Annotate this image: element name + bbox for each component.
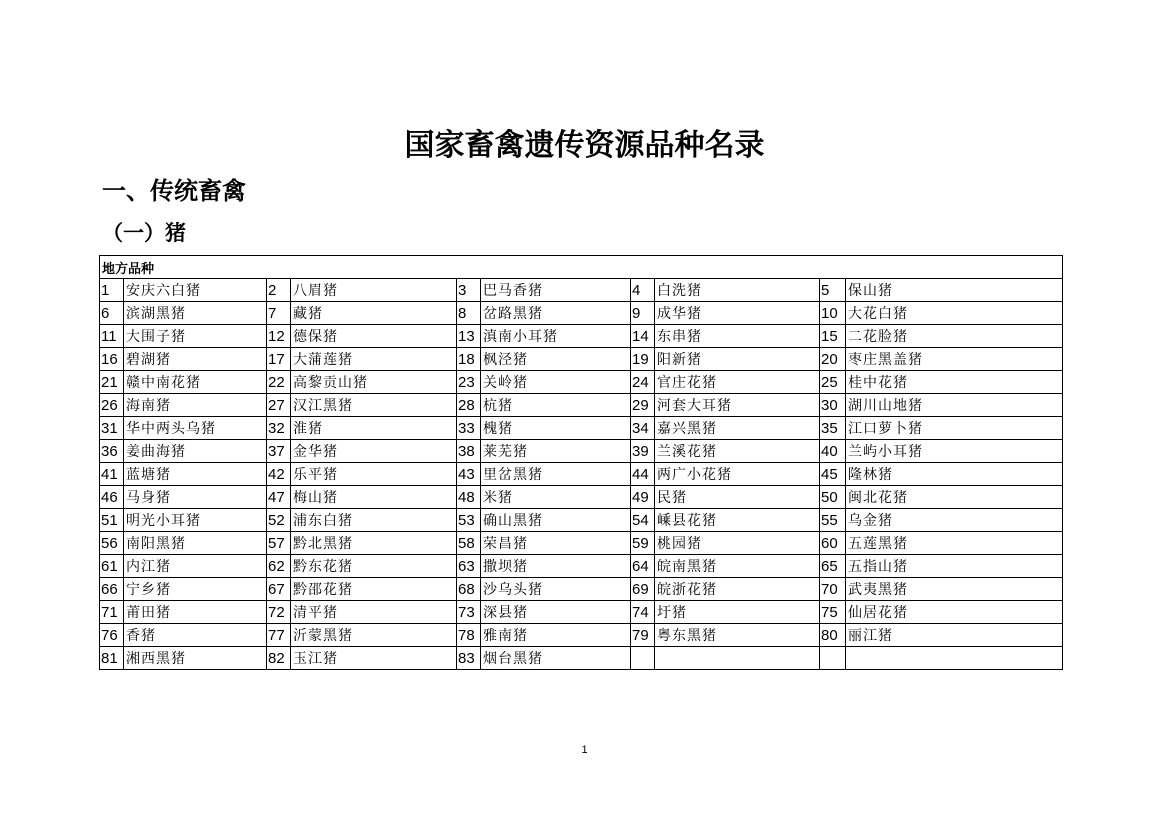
- table-row: [100, 325, 1063, 348]
- breed-number-cell: 52: [267, 509, 291, 532]
- table-row: [100, 578, 1063, 601]
- breed-name-cell: 黔东花猪: [291, 555, 457, 578]
- breed-number-cell: 14: [631, 325, 655, 348]
- breed-number-cell: 77: [267, 624, 291, 647]
- breed-name-cell: 兰溪花猪: [655, 440, 820, 463]
- breed-name-cell: 安庆六白猪: [124, 279, 267, 302]
- breed-name-cell: 丽江猪: [846, 624, 1063, 647]
- breed-number-cell: 76: [100, 624, 124, 647]
- breed-number-cell: 38: [457, 440, 481, 463]
- breed-name-cell: 闽北花猪: [846, 486, 1063, 509]
- breed-number-cell: 78: [457, 624, 481, 647]
- breed-name-cell: 马身猪: [124, 486, 267, 509]
- breed-number-cell: 33: [457, 417, 481, 440]
- table-header-row: [100, 256, 1063, 279]
- table-row: [100, 371, 1063, 394]
- breed-name-cell: 荣昌猪: [481, 532, 631, 555]
- breed-name-cell: 关岭猪: [481, 371, 631, 394]
- breed-number-cell: 32: [267, 417, 291, 440]
- breed-number-cell: [820, 647, 846, 670]
- table-row: [100, 279, 1063, 302]
- breed-number-cell: 16: [100, 348, 124, 371]
- breed-number-cell: 22: [267, 371, 291, 394]
- breed-number-cell: 57: [267, 532, 291, 555]
- breed-number-cell: 68: [457, 578, 481, 601]
- document-title: 国家畜禽遗传资源品种名录: [404, 128, 765, 163]
- breed-number-cell: 66: [100, 578, 124, 601]
- breed-name-cell: 蓝塘猪: [124, 463, 267, 486]
- breed-name-cell: 武夷黑猪: [846, 578, 1063, 601]
- breed-name-cell: 民猪: [655, 486, 820, 509]
- breed-number-cell: 43: [457, 463, 481, 486]
- breed-name-cell: 湘西黑猪: [124, 647, 267, 670]
- breed-number-cell: 74: [631, 601, 655, 624]
- breed-number-cell: 58: [457, 532, 481, 555]
- breed-name-cell: 南阳黑猪: [124, 532, 267, 555]
- breed-name-cell: 枫泾猪: [481, 348, 631, 371]
- breed-number-cell: 45: [820, 463, 846, 486]
- breed-number-cell: 27: [267, 394, 291, 417]
- table-header-local-breeds: 地方品种: [100, 256, 1063, 279]
- breed-number-cell: 8: [457, 302, 481, 325]
- breed-name-cell: 隆林猪: [846, 463, 1063, 486]
- breed-table: [99, 255, 1063, 670]
- table-row: [100, 647, 1063, 670]
- breed-name-cell: 槐猪: [481, 417, 631, 440]
- breed-name-cell: 玉江猪: [291, 647, 457, 670]
- breed-number-cell: 72: [267, 601, 291, 624]
- breed-name-cell: 米猪: [481, 486, 631, 509]
- breed-name-cell: 汉江黑猪: [291, 394, 457, 417]
- breed-number-cell: 37: [267, 440, 291, 463]
- breed-number-cell: 26: [100, 394, 124, 417]
- breed-number-cell: 80: [820, 624, 846, 647]
- breed-number-cell: 62: [267, 555, 291, 578]
- breed-number-cell: 49: [631, 486, 655, 509]
- breed-number-cell: 63: [457, 555, 481, 578]
- breed-name-cell: 莱芜猪: [481, 440, 631, 463]
- breed-number-cell: 18: [457, 348, 481, 371]
- breed-number-cell: 7: [267, 302, 291, 325]
- breed-name-cell: 海南猪: [124, 394, 267, 417]
- breed-number-cell: 70: [820, 578, 846, 601]
- breed-number-cell: 64: [631, 555, 655, 578]
- breed-number-cell: 21: [100, 371, 124, 394]
- table-row: [100, 394, 1063, 417]
- breed-name-cell: 赣中南花猪: [124, 371, 267, 394]
- breed-number-cell: 69: [631, 578, 655, 601]
- breed-number-cell: 53: [457, 509, 481, 532]
- breed-name-cell: 清平猪: [291, 601, 457, 624]
- breed-name-cell: 嘉兴黑猪: [655, 417, 820, 440]
- breed-number-cell: 35: [820, 417, 846, 440]
- breed-name-cell: 皖浙花猪: [655, 578, 820, 601]
- breed-name-cell: 杭猪: [481, 394, 631, 417]
- breed-number-cell: 20: [820, 348, 846, 371]
- breed-name-cell: 巴马香猪: [481, 279, 631, 302]
- breed-name-cell: [846, 647, 1063, 670]
- sub-heading: （一）猪: [102, 221, 186, 245]
- breed-number-cell: 25: [820, 371, 846, 394]
- breed-name-cell: 八眉猪: [291, 279, 457, 302]
- breed-name-cell: 官庄花猪: [655, 371, 820, 394]
- breed-number-cell: 71: [100, 601, 124, 624]
- breed-number-cell: 54: [631, 509, 655, 532]
- breed-number-cell: 24: [631, 371, 655, 394]
- breed-number-cell: 81: [100, 647, 124, 670]
- breed-name-cell: 藏猪: [291, 302, 457, 325]
- breed-name-cell: 大围子猪: [124, 325, 267, 348]
- breed-number-cell: 34: [631, 417, 655, 440]
- breed-name-cell: 大蒲莲猪: [291, 348, 457, 371]
- table-row: [100, 601, 1063, 624]
- breed-number-cell: 31: [100, 417, 124, 440]
- breed-number-cell: 28: [457, 394, 481, 417]
- breed-name-cell: 岔路黑猪: [481, 302, 631, 325]
- breed-name-cell: 枣庄黑盖猪: [846, 348, 1063, 371]
- breed-number-cell: 3: [457, 279, 481, 302]
- breed-number-cell: 41: [100, 463, 124, 486]
- breed-name-cell: 二花脸猪: [846, 325, 1063, 348]
- breed-number-cell: 9: [631, 302, 655, 325]
- breed-number-cell: 61: [100, 555, 124, 578]
- breed-name-cell: 高黎贡山猪: [291, 371, 457, 394]
- breed-number-cell: 15: [820, 325, 846, 348]
- breed-name-cell: 姜曲海猪: [124, 440, 267, 463]
- breed-name-cell: 沙乌头猪: [481, 578, 631, 601]
- breed-name-cell: 确山黑猪: [481, 509, 631, 532]
- breed-number-cell: 4: [631, 279, 655, 302]
- breed-number-cell: 42: [267, 463, 291, 486]
- breed-name-cell: 皖南黑猪: [655, 555, 820, 578]
- breed-name-cell: 滇南小耳猪: [481, 325, 631, 348]
- breed-name-cell: 兰屿小耳猪: [846, 440, 1063, 463]
- breed-name-cell: 嵊县花猪: [655, 509, 820, 532]
- breed-name-cell: 保山猪: [846, 279, 1063, 302]
- table-row: [100, 555, 1063, 578]
- breed-name-cell: 淮猪: [291, 417, 457, 440]
- breed-name-cell: 里岔黑猪: [481, 463, 631, 486]
- breed-name-cell: 五指山猪: [846, 555, 1063, 578]
- table-row: [100, 348, 1063, 371]
- breed-number-cell: 67: [267, 578, 291, 601]
- table-row: [100, 486, 1063, 509]
- breed-name-cell: 深县猪: [481, 601, 631, 624]
- breed-name-cell: 浦东白猪: [291, 509, 457, 532]
- breed-name-cell: 乌金猪: [846, 509, 1063, 532]
- breed-name-cell: 桃园猪: [655, 532, 820, 555]
- breed-name-cell: 乐平猪: [291, 463, 457, 486]
- table-row: [100, 440, 1063, 463]
- breed-number-cell: 73: [457, 601, 481, 624]
- breed-number-cell: 39: [631, 440, 655, 463]
- breed-name-cell: 梅山猪: [291, 486, 457, 509]
- section-heading: 一、传统畜禽: [102, 177, 246, 205]
- breed-name-cell: 粤东黑猪: [655, 624, 820, 647]
- breed-number-cell: 1: [100, 279, 124, 302]
- breed-name-cell: 德保猪: [291, 325, 457, 348]
- breed-name-cell: 黔北黑猪: [291, 532, 457, 555]
- breed-number-cell: 2: [267, 279, 291, 302]
- breed-name-cell: 宁乡猪: [124, 578, 267, 601]
- breed-number-cell: [631, 647, 655, 670]
- breed-name-cell: 华中两头乌猪: [124, 417, 267, 440]
- breed-number-cell: 50: [820, 486, 846, 509]
- breed-number-cell: 11: [100, 325, 124, 348]
- breed-number-cell: 65: [820, 555, 846, 578]
- breed-number-cell: 56: [100, 532, 124, 555]
- breed-number-cell: 19: [631, 348, 655, 371]
- breed-number-cell: 17: [267, 348, 291, 371]
- table-row: [100, 302, 1063, 325]
- breed-table-body: [100, 256, 1063, 670]
- breed-number-cell: 30: [820, 394, 846, 417]
- breed-name-cell: 金华猪: [291, 440, 457, 463]
- breed-name-cell: 莆田猪: [124, 601, 267, 624]
- breed-name-cell: 明光小耳猪: [124, 509, 267, 532]
- breed-name-cell: 内江猪: [124, 555, 267, 578]
- breed-name-cell: 江口萝卜猪: [846, 417, 1063, 440]
- table-row: [100, 624, 1063, 647]
- breed-name-cell: 圩猪: [655, 601, 820, 624]
- breed-name-cell: 河套大耳猪: [655, 394, 820, 417]
- table-row: [100, 463, 1063, 486]
- breed-name-cell: 两广小花猪: [655, 463, 820, 486]
- breed-number-cell: 6: [100, 302, 124, 325]
- breed-number-cell: 46: [100, 486, 124, 509]
- breed-number-cell: 47: [267, 486, 291, 509]
- breed-name-cell: 黔邵花猪: [291, 578, 457, 601]
- breed-number-cell: 82: [267, 647, 291, 670]
- breed-name-cell: 撒坝猪: [481, 555, 631, 578]
- breed-name-cell: 五莲黑猪: [846, 532, 1063, 555]
- breed-number-cell: 36: [100, 440, 124, 463]
- breed-number-cell: 44: [631, 463, 655, 486]
- breed-name-cell: [655, 647, 820, 670]
- table-row: [100, 532, 1063, 555]
- table-row: [100, 509, 1063, 532]
- table-row: [100, 417, 1063, 440]
- breed-number-cell: 60: [820, 532, 846, 555]
- breed-name-cell: 大花白猪: [846, 302, 1063, 325]
- breed-name-cell: 碧湖猪: [124, 348, 267, 371]
- page-number: 1: [581, 744, 588, 756]
- breed-number-cell: 10: [820, 302, 846, 325]
- breed-name-cell: 成华猪: [655, 302, 820, 325]
- breed-name-cell: 白洗猪: [655, 279, 820, 302]
- breed-name-cell: 烟台黑猪: [481, 647, 631, 670]
- breed-name-cell: 雅南猪: [481, 624, 631, 647]
- breed-name-cell: 沂蒙黑猪: [291, 624, 457, 647]
- breed-name-cell: 香猪: [124, 624, 267, 647]
- breed-number-cell: 23: [457, 371, 481, 394]
- breed-name-cell: 桂中花猪: [846, 371, 1063, 394]
- breed-number-cell: 75: [820, 601, 846, 624]
- breed-name-cell: 阳新猪: [655, 348, 820, 371]
- breed-number-cell: 13: [457, 325, 481, 348]
- breed-name-cell: 东串猪: [655, 325, 820, 348]
- breed-name-cell: 湖川山地猪: [846, 394, 1063, 417]
- breed-number-cell: 48: [457, 486, 481, 509]
- breed-number-cell: 79: [631, 624, 655, 647]
- breed-number-cell: 40: [820, 440, 846, 463]
- breed-number-cell: 55: [820, 509, 846, 532]
- breed-number-cell: 51: [100, 509, 124, 532]
- breed-number-cell: 12: [267, 325, 291, 348]
- breed-number-cell: 83: [457, 647, 481, 670]
- breed-name-cell: 仙居花猪: [846, 601, 1063, 624]
- breed-number-cell: 29: [631, 394, 655, 417]
- breed-number-cell: 5: [820, 279, 846, 302]
- breed-name-cell: 滨湖黑猪: [124, 302, 267, 325]
- breed-number-cell: 59: [631, 532, 655, 555]
